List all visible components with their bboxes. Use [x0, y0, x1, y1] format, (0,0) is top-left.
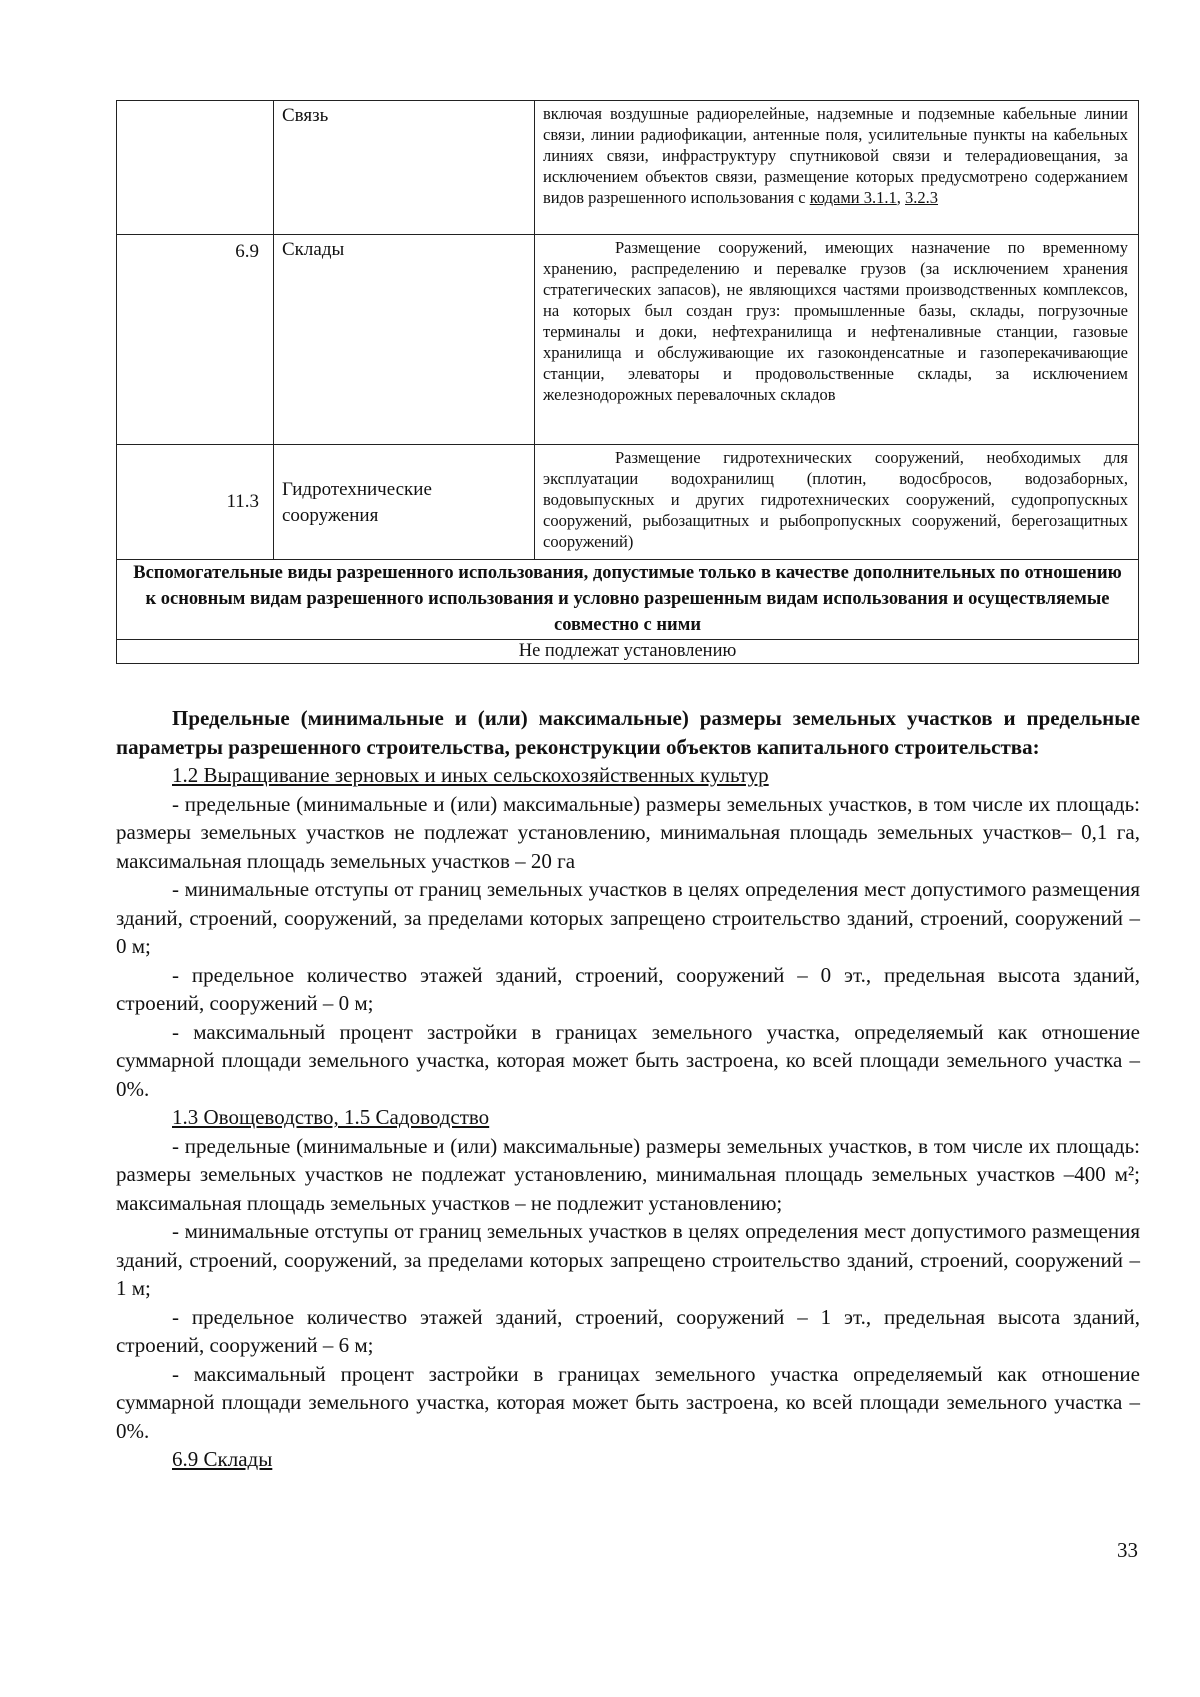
description-cell	[535, 101, 1139, 235]
code-link[interactable]: кодами 3.1.1	[809, 188, 897, 207]
code-cell: 11.3	[117, 445, 274, 560]
subsection-title-text: 6.9 Склады	[172, 1447, 273, 1471]
paragraph: - максимальный процент застройки в границах земельного участка, определяемый как отношение суммарной площади земельного участка, которая может быть застроена, ко всей площади земельного участка – 0%.	[116, 1019, 1140, 1101]
description-cell	[535, 235, 1139, 445]
code-cell: 6.9	[117, 235, 274, 445]
paragraph: - предельное количество этажей зданий, строений, сооружений – 0 эт., предельная высота зданий, строений, сооружений – 0 м;	[116, 962, 1140, 1015]
page-number: 33	[1117, 1538, 1138, 1562]
name-cell: Гидротехнические сооружения	[274, 445, 535, 560]
table-row	[117, 235, 1139, 445]
land-use-table	[116, 100, 1139, 664]
section-heading: Предельные (минимальные и (или) максимальные) размеры земельных участков и предельные параметры разрешенного строительства, реконструкции объектов капитального строительства:	[116, 706, 1140, 759]
table-row	[117, 640, 1139, 664]
name-cell: Связь	[274, 101, 535, 235]
code-cell	[117, 101, 274, 235]
auxiliary-uses-value: Не подлежат установлению	[117, 640, 1139, 664]
code-link[interactable]: 3.2.3	[905, 188, 939, 207]
paragraph: - минимальные отступы от границ земельных участков в целях определения мест допустимого размещения зданий, строений, сооружений, за пределами которых запрещено строительство зданий, строений, сооружений – 0 м;	[116, 877, 1140, 958]
subsection-title-text: 1.2 Выращивание зерновых и иных сельскохозяйственных культур	[172, 763, 769, 787]
table-row	[117, 101, 1139, 235]
description-cell	[535, 445, 1139, 560]
description-text: Размещение гидротехнических сооружений, необходимых для эксплуатации водохранилищ (плотин, водосбросов, водозаборных, водовыпускных и других гидротехнических сооружений, судопропускных сооружений, рыбозащитных и рыбопропускных сооружений, берегозащитных сооружений)	[543, 448, 1128, 551]
paragraph: - минимальные отступы от границ земельных участков в целях определения мест допустимого размещения зданий, строений, сооружений, за пределами которых запрещено строительство зданий, строений, сооружений – 1 м;	[116, 1219, 1140, 1300]
table-row	[117, 560, 1139, 640]
description-text: включая воздушные радиорелейные, надземные и подземные кабельные линии связи, линии радиофикации, антенные поля, усилительные пункты на кабельных линиях связи, инфраструктуру спутниковой связи и телерадиовещания, за исключением объектов связи, размещение которых предусмотрено содержанием видов разрешенного использования с	[543, 104, 1128, 207]
paragraph: - максимальный процент застройки в границах земельного участка определяемый как отношение суммарной площади земельного участка, которая может быть застроена, ко всей площади земельного участка – 0%.	[116, 1361, 1140, 1443]
description-text: Размещение сооружений, имеющих назначение по временному хранению, распределению и перевалке грузов (за исключением хранения стратегических запасов), не являющихся частями производственных комплексов, на которых был создан груз: промышленные базы, склады, погрузочные терминалы и доки, нефтехранилища и нефтеналивные станции, газовые хранилища и обслуживающие их газоконденсатные и газоперекачивающие станции, элеваторы и продовольственные склады, за исключением железнодорожных перевалочных складов	[543, 238, 1128, 404]
subsection-title-text: 1.3 Овощеводство, 1.5 Садоводство	[172, 1105, 490, 1129]
subsection-title	[116, 761, 1140, 790]
paragraph: - предельные (минимальные и (или) максимальные) размеры земельных участков, в том числе их площадь: размеры земельных участков не подлежат установлению, минимальная площадь земельных участков– 0,1 га, максимальная площадь земельных участков – 20 га	[116, 791, 1140, 873]
auxiliary-uses-heading: Вспомогательные виды разрешенного использования, допустимые только в качестве дополнительных по отношению к основным видам разрешенного использования и условно разрешенным видам использования и осуществляемые совместно с ними	[117, 560, 1139, 640]
paragraph: - предельное количество этажей зданий, строений, сооружений – 1 эт., предельная высота зданий, строений, сооружений – 6 м;	[116, 1304, 1140, 1357]
limits-section	[116, 704, 1140, 1474]
table-row	[117, 445, 1139, 560]
subsection-title	[116, 1103, 1140, 1132]
paragraph: - предельные (минимальные и (или) максимальные) размеры земельных участков, в том числе их площадь: размеры земельных участков не подлежат установлению, минимальная площадь земельных участков –400 м²; максимальная площадь земельных участков – не подлежит установлению;	[116, 1133, 1140, 1215]
name-cell: Склады	[274, 235, 535, 445]
description-separator: ,	[896, 188, 906, 207]
subsection-title	[116, 1445, 1140, 1474]
